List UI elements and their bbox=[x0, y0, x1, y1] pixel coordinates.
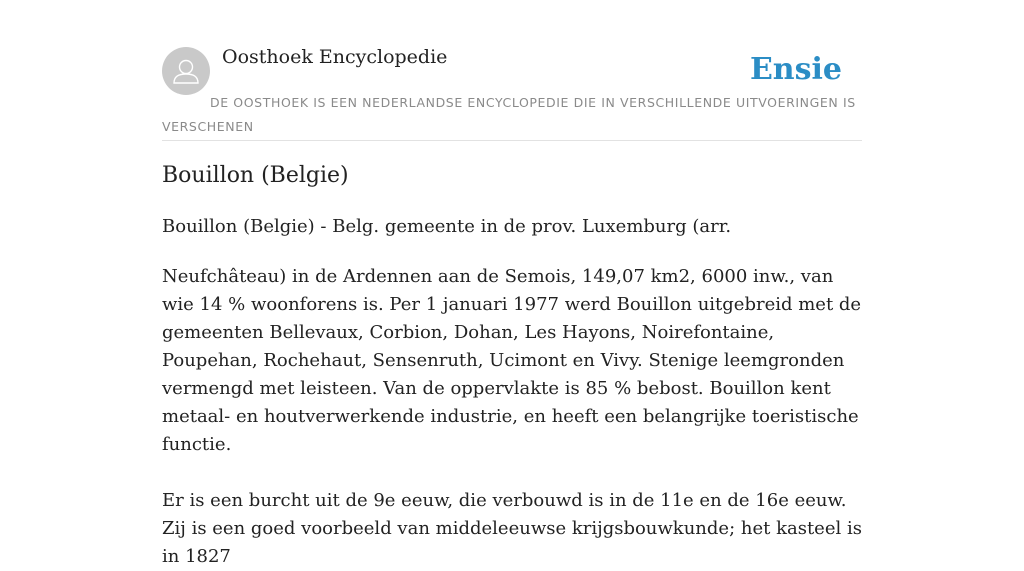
site-header bbox=[162, 0, 862, 141]
brand-logo[interactable]: Ensie bbox=[749, 52, 842, 87]
page bbox=[162, 0, 862, 567]
avatar[interactable] bbox=[162, 47, 210, 95]
article-paragraph: Neufchâteau) in de Ardennen aan de Semois, 149,07 km2, 6000 inw., van wie 14 % woonforens is. Per 1 januari 1977 werd Bouillon uitgebreid met de gemeenten Bellevaux, Corbion, Dohan, Les Hayons, Noirefontaine, Poupehan, Rochehaut, Sensenruth, Ucimont en Vivy. Stenige leemgronden vermengd met leisteen. Van de oppervlakte is 85 % bebost. Bouillon kent metaal- en houtverwerkende industrie, en heeft een belangrijke toeristische functie. bbox=[162, 266, 862, 455]
article-body bbox=[162, 263, 862, 571]
site-tagline: DE OOSTHOEK IS EEN NEDERLANDSE ENCYCLOPEDIE DIE IN VERSCHILLENDE UITVOERINGEN IS VERSCHENEN bbox=[162, 95, 856, 134]
article-lead: Bouillon (Belgie) - Belg. gemeente in de prov. Luxemburg (arr. bbox=[162, 216, 732, 237]
article-paragraph: Er is een burcht uit de 9e eeuw, die verbouwd is in de 11e en de 16e eeuw. Zij is een goed voorbeeld van middeleeuwse krijgsbouwkunde; het kasteel is in 1827 bbox=[162, 490, 862, 567]
article-title: Bouillon (Belgie) bbox=[162, 163, 349, 188]
user-silhouette-icon bbox=[162, 47, 210, 95]
site-name[interactable]: Oosthoek Encyclopedie bbox=[222, 46, 448, 68]
